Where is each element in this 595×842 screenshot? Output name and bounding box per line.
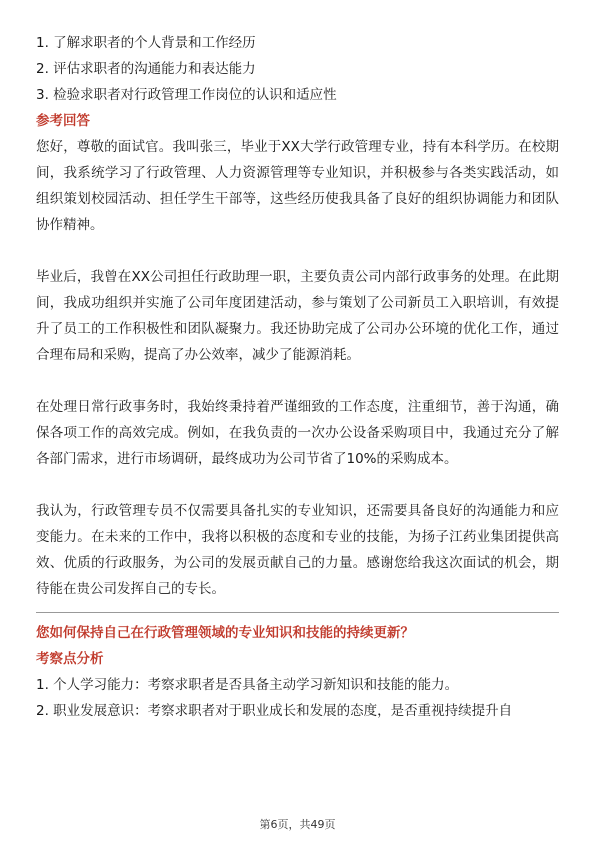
answer-paragraph-1: 您好，尊敬的面试官。我叫张三，毕业于XX大学行政管理专业，持有本科学历。在校期间，我系统学习了行政管理、人力资源管理等专业知识，并积极参与各类实践活动，如组织策划校园活动、担任学生干部等，这些经历使我具备了良好的组织协调能力和团队协作精神。 [36,139,559,233]
page-footer: 第6页，共49页 [259,818,336,831]
section-divider [36,612,559,613]
answer-heading: 参考回答 [36,113,90,129]
intro-point-1: 1. 了解求职者的个人背景和工作经历 [36,35,256,51]
analysis-point-1: 1. 个人学习能力：考察求职者是否具备主动学习新知识和技能的能力。 [36,677,459,693]
document-page [36,30,559,724]
answer-paragraph-4: 我认为，行政管理专员不仅需要具备扎实的专业知识，还需要具备良好的沟通能力和应变能力。在未来的工作中，我将以积极的态度和专业的技能，为扬子江药业集团提供高效、优质的行政服务，为公司的发展贡献自己的力量。感谢您给我这次面试的机会，期待能在贵公司发挥自己的专长。 [36,503,559,597]
analysis-heading: 考察点分析 [36,651,104,667]
intro-point-2: 2. 评估求职者的沟通能力和表达能力 [36,61,256,77]
answer-paragraph-2: 毕业后，我曾在XX公司担任行政助理一职，主要负责公司内部行政事务的处理。在此期间，我成功组织并实施了公司年度团建活动，参与策划了公司新员工入职培训，有效提升了员工的工作积极性和团队凝聚力。我还协助完成了公司办公环境的优化工作，通过合理布局和采购，提高了办公效率，减少了能源消耗。 [36,269,559,363]
intro-point-3: 3. 检验求职者对行政管理工作岗位的认识和适应性 [36,87,337,103]
question-title: 您如何保持自己在行政管理领域的专业知识和技能的持续更新？ [36,625,414,641]
answer-paragraph-3: 在处理日常行政事务时，我始终秉持着严谨细致的工作态度，注重细节，善于沟通，确保各项工作的高效完成。例如，在我负责的一次办公设备采购项目中，我通过充分了解各部门需求，进行市场调研，最终成功为公司节省了10%的采购成本。 [36,399,559,467]
analysis-point-2: 2. 职业发展意识：考察求职者对于职业成长和发展的态度，是否重视持续提升自 [36,703,513,719]
